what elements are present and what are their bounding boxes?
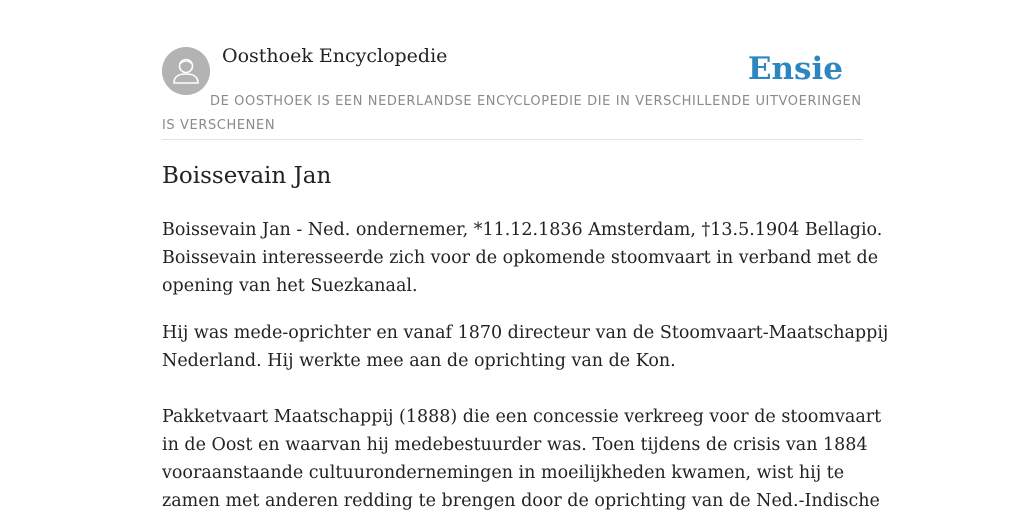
site-title[interactable]: Oosthoek Encyclopedie [222, 45, 448, 67]
body-line: in de Oost en waarvan hij medebestuurder was. Toen tijdens de crisis van 1884 [162, 435, 868, 455]
article-title: Boissevain Jan [162, 163, 332, 189]
body-line: vooraanstaande cultuurondernemingen in moeilijkheden kwamen, wist hij te [162, 463, 845, 483]
body-line: Boissevain Jan - Ned. ondernemer, *11.12.1836 Amsterdam, †13.5.1904 Bellagio. [162, 220, 883, 240]
body-line: Hij was mede-oprichter en vanaf 1870 directeur van de Stoomvaart-Maatschappij [162, 323, 889, 343]
body-line: opening van het Suezkanaal. [162, 276, 418, 296]
content-container [162, 0, 889, 511]
body-line: Pakketvaart Maatschappij (1888) die een concessie verkreeg voor de stoomvaart [162, 407, 882, 427]
user-avatar-icon[interactable] [162, 47, 210, 95]
brand-logo[interactable]: Ensie [747, 51, 843, 87]
body-line: zamen met anderen redding te brengen door de oprichting van de Ned.-Indische [162, 491, 880, 511]
site-tagline: DE OOSTHOEK IS EEN NEDERLANDSE ENCYCLOPEDIE DIE IN VERSCHILLENDE UITVOERINGEN IS VERSCHENEN [162, 94, 862, 133]
article-body [162, 216, 889, 512]
paragraph-gap [162, 375, 862, 403]
paragraph-gap [162, 300, 862, 319]
site-header [162, 0, 862, 140]
body-line: Nederland. Hij werkte mee aan de oprichting van de Kon. [162, 351, 676, 371]
body-line: Boissevain interesseerde zich voor de opkomende stoomvaart in verband met de [162, 248, 879, 268]
